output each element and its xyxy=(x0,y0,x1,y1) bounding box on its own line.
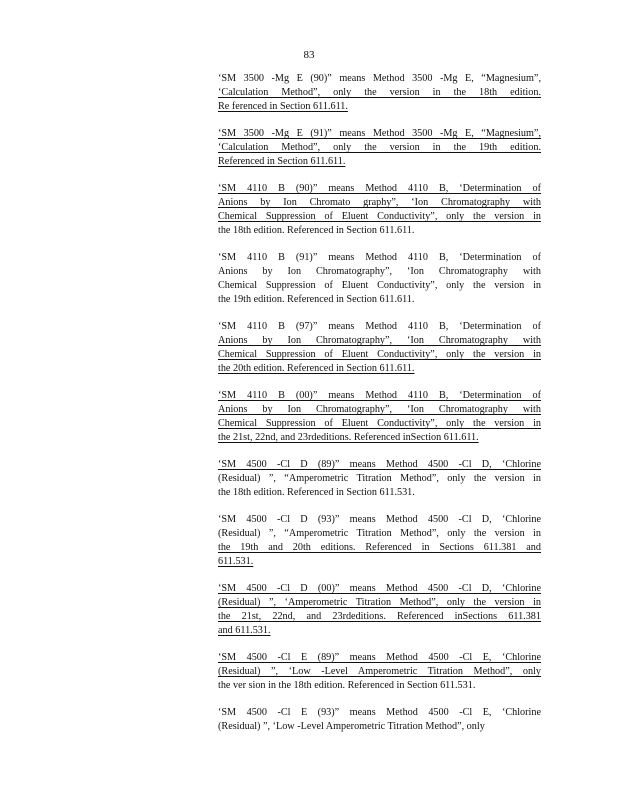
definition-line: the 21st, 22nd, and 23rdeditions. Referenced inSection 611.611. xyxy=(218,432,479,443)
definition-line: Anions by Ion Chromatography”, ‘Ion Chromatography with xyxy=(218,335,541,346)
definition-line: ‘SM 4500 -Cl E (89)” means Method 4500 -Cl E, ‘Chlorine xyxy=(218,652,541,663)
definition-line: the 18th edition. Referenced in Section 611.531. xyxy=(218,487,415,498)
definition-entry xyxy=(218,320,541,376)
definition-entry xyxy=(218,706,541,734)
definition-line: Referenced in Section 611.611. xyxy=(218,156,346,167)
definition-entry xyxy=(218,513,541,569)
definition-line: ‘SM 3500 -Mg E (90)” means Method 3500 -Mg E, “Magnesium”, xyxy=(218,73,541,84)
definition-entry xyxy=(218,582,541,638)
definition-line: the ver sion in the 18th edition. Referenced in Section 611.531. xyxy=(218,680,476,691)
definition-line: ‘SM 3500 -Mg E (91)” means Method 3500 -Mg E, “Magnesium”, xyxy=(218,128,541,139)
definition-line: Chemical Suppression of Eluent Conductivity”, only the version in xyxy=(218,418,541,429)
definition-line: ‘SM 4500 -Cl E (93)” means Method 4500 -Cl E, ‘Chlorine xyxy=(218,707,541,718)
definition-line: (Residual) ”, ‘Low -Level Amperometric Titration Method”, only xyxy=(218,666,541,677)
definition-line: ‘SM 4500 -Cl D (89)” means Method 4500 -Cl D, ‘Chlorine xyxy=(218,459,541,470)
definition-line: the 19th and 20th editions. Referenced in Sections 611.381 and xyxy=(218,542,541,553)
definition-line: the 19th edition. Referenced in Section 611.611. xyxy=(218,294,415,305)
definition-line: ‘Calculation Method”, only the version in the 19th edition. xyxy=(218,142,541,153)
definition-entry xyxy=(218,651,541,693)
definition-line: Anions by Ion Chromatography”, ‘Ion Chromatography with xyxy=(218,404,541,415)
definition-line: the 18th edition. Referenced in Section 611.611. xyxy=(218,225,415,236)
definition-line: ‘SM 4110 B (90)” means Method 4110 B, ‘Determination of xyxy=(218,183,541,194)
definition-entry xyxy=(218,251,541,307)
definition-entry xyxy=(218,72,541,114)
definition-line: ‘SM 4110 B (91)” means Method 4110 B, ‘Determination of xyxy=(218,252,541,263)
definition-line: Chemical Suppression of Eluent Conductivity”, only the version in xyxy=(218,349,541,360)
definition-line: ‘SM 4110 B (97)” means Method 4110 B, ‘Determination of xyxy=(218,321,541,332)
definition-line: Anions by Ion Chromatography”, ‘Ion Chromatography with xyxy=(218,266,541,277)
definitions-list xyxy=(218,72,541,747)
definition-line: ‘SM 4110 B (00)” means Method 4110 B, ‘Determination of xyxy=(218,390,541,401)
definition-line: (Residual) ”, ‘Amperometric Titration Method”, only the version in xyxy=(218,597,541,608)
definition-entry xyxy=(218,458,541,500)
definition-line: and 611.531. xyxy=(218,625,271,636)
definition-line: (Residual) ”, ‘Low -Level Amperometric Titration Method”, only xyxy=(218,721,485,732)
definition-line: (Residual) ”, “Amperometric Titration Method”, only the version in xyxy=(218,528,541,539)
definition-line: the 21st, 22nd, and 23rdeditions. Referenced inSections 611.381 xyxy=(218,611,541,622)
definition-entry xyxy=(218,182,541,238)
definition-line: the 20th edition. Referenced in Section 611.611. xyxy=(218,363,415,374)
definition-line: ‘Calculation Method”, only the version in the 18th edition. xyxy=(218,87,541,98)
definition-line: Anions by Ion Chromato graphy”, ‘Ion Chromatography with xyxy=(218,197,541,208)
definition-entry xyxy=(218,389,541,445)
definition-line: (Residual) ”, “Amperometric Titration Method”, only the version in xyxy=(218,473,541,484)
definition-entry xyxy=(218,127,541,169)
page-number: 83 xyxy=(303,49,315,61)
definition-line: Chemical Suppression of Eluent Conductivity”, only the version in xyxy=(218,280,541,291)
definition-line: Re ferenced in Section 611.611. xyxy=(218,101,348,112)
definition-line: ‘SM 4500 -Cl D (00)” means Method 4500 -Cl D, ‘Chlorine xyxy=(218,583,541,594)
definition-line: Chemical Suppression of Eluent Conductivity”, only the version in xyxy=(218,211,541,222)
definition-line: 611.531. xyxy=(218,556,254,567)
definition-line: ‘SM 4500 -Cl D (93)” means Method 4500 -Cl D, ‘Chlorine xyxy=(218,514,541,525)
